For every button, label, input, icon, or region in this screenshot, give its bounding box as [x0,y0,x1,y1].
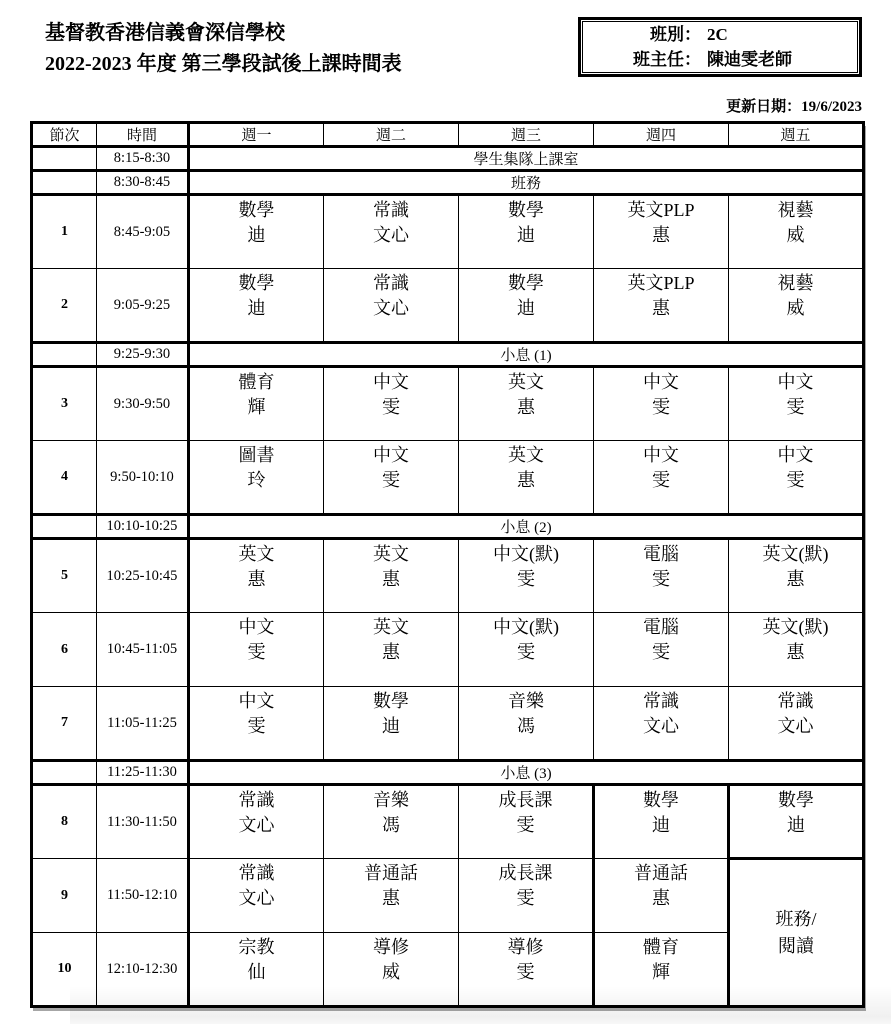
lesson-cell [324,785,459,859]
lesson-cell [459,269,594,343]
lesson-teacher: 迪 [247,298,266,318]
time-cell: 10:45-11:05 [97,613,189,687]
lesson-subject: 英文 [238,544,275,564]
lesson-subject: 英文PLP [627,200,695,220]
lesson-teacher: 輝 [247,397,266,417]
lesson-cell [459,539,594,613]
time-cell: 11:25-11:30 [97,761,189,785]
lesson-subject: 圖書 [238,445,275,465]
time-cell: 8:30-8:45 [97,171,189,195]
lesson-subject: 電腦 [643,544,679,564]
period-cell [32,761,97,785]
column-header: 節次 [32,123,97,147]
table-row [32,859,864,933]
lesson-teacher: 雯 [517,642,535,662]
column-header: 週二 [324,123,459,147]
lesson-subject: 數學 [373,691,409,711]
lesson-subject: 普通話 [364,863,418,883]
lesson-subject: 中文 [643,372,679,392]
lesson-teacher: 雯 [247,716,266,736]
lesson-cell [594,367,729,441]
lesson-subject: 導修 [507,937,544,957]
time-cell: 9:05-9:25 [97,269,189,343]
lesson-subject: 電腦 [643,617,679,637]
lesson-cell [729,613,864,687]
lesson-teacher: 文心 [238,815,275,835]
lesson-cell [594,859,729,933]
lesson-teacher: 文心 [373,225,409,245]
lesson-teacher: 惠 [517,397,535,417]
lesson-cell [459,859,594,933]
lesson-subject: 中文 [238,691,275,711]
lesson-teacher: 迪 [787,815,805,835]
lesson-teacher: 惠 [786,642,805,662]
lesson-teacher: 輝 [652,962,670,982]
period-cell: 7 [32,687,97,761]
table-row [32,613,864,687]
lesson-cell [189,195,324,269]
lesson-subject: 音樂 [373,790,409,810]
break-cell: 小息 (3) [189,761,864,785]
period-cell [32,171,97,195]
lesson-cell [189,933,324,1007]
lesson-cell [729,367,864,441]
lesson-subject: 數學 [643,790,679,810]
table-row [32,195,864,269]
lesson-cell [594,687,729,761]
break-cell: 小息 (2) [189,515,864,539]
lesson-subject: 體育 [643,937,679,957]
lesson-subject: 英文(默) [762,544,829,564]
lesson-subject: 數學 [508,200,544,220]
lesson-teacher: 惠 [786,569,805,589]
lesson-teacher: 雯 [517,569,535,589]
lesson-cell [324,613,459,687]
class-info-box [578,17,862,77]
lesson-subject: 英文 [508,372,544,392]
lesson-cell [594,933,729,1007]
lesson-subject: 導修 [373,937,409,957]
lesson-subject: 中文(默) [493,544,559,564]
lesson-cell [729,539,864,613]
page-title: 2022-2023 年度 第三學段試後上課時間表 [45,53,402,75]
lesson-teacher: 惠 [517,470,535,490]
time-cell: 9:50-10:10 [97,441,189,515]
lesson-subject: 音樂 [508,691,544,711]
column-header: 時間 [97,123,189,147]
period-cell [32,515,97,539]
lesson-subject: 成長課 [498,790,553,810]
lesson-cell [189,687,324,761]
lesson-subject: 成長課 [498,863,553,883]
period-cell: 2 [32,269,97,343]
table-row [32,761,864,785]
lesson-cell [459,613,594,687]
column-header: 週四 [594,123,729,147]
time-cell: 11:30-11:50 [97,785,189,859]
lesson-teacher: 惠 [382,642,400,662]
lesson-teacher: 雯 [786,397,805,417]
lesson-teacher: 文心 [777,716,814,736]
lesson-subject: 數學 [238,200,275,220]
updated-date: 更新日期：19/6/2023 [726,99,862,115]
lesson-subject: 常識 [373,200,409,220]
lesson-subject: 常識 [643,691,679,711]
lesson-cell [189,859,324,933]
lesson-cell [729,441,864,515]
table-row [32,515,864,539]
activity-cell: 班務 [189,171,864,195]
lesson-teacher: 雯 [652,397,670,417]
lesson-teacher: 惠 [382,888,400,908]
class-label: 班別： [650,25,701,44]
lesson-teacher: 雯 [382,397,400,417]
lesson-cell [189,367,324,441]
lesson-cell [594,195,729,269]
activity-cell: 學生集隊上課室 [189,147,864,171]
lesson-teacher: 迪 [517,225,535,245]
lesson-cell [189,613,324,687]
lesson-cell [324,539,459,613]
school-name: 基督教香港信義會深信學校 [45,22,285,44]
lesson-teacher: 文心 [643,716,679,736]
lesson-subject: 數學 [778,790,814,810]
time-cell: 12:10-12:30 [97,933,189,1007]
lesson-cell [594,441,729,515]
lesson-cell [324,367,459,441]
lesson-subject: 視藝 [777,200,814,220]
teacher-line [583,47,857,72]
table-row [32,785,864,859]
lesson-teacher: 惠 [382,569,400,589]
lesson-cell [324,859,459,933]
period-cell: 8 [32,785,97,859]
lesson-subject: 英文 [373,617,409,637]
class-teacher-value: 陳迪雯老師 [707,50,792,69]
period-cell: 4 [32,441,97,515]
lesson-cell [594,269,729,343]
table-row [32,147,864,171]
lesson-subject: 中文 [777,372,814,392]
column-header: 週一 [189,123,324,147]
lesson-subject: 英文(默) [762,617,829,637]
lesson-teacher: 迪 [382,716,400,736]
lesson-teacher: 威 [786,298,805,318]
time-cell: 10:10-10:25 [97,515,189,539]
lesson-teacher: 雯 [652,470,670,490]
time-cell: 8:45-9:05 [97,195,189,269]
timetable-header-row [32,123,864,147]
lesson-teacher: 雯 [652,569,670,589]
lesson-teacher: 威 [382,962,400,982]
timetable [30,121,865,1008]
lesson-cell [324,441,459,515]
lesson-cell [729,269,864,343]
lesson-subject: 中文 [238,617,275,637]
lesson-cell [324,269,459,343]
column-header: 週五 [729,123,864,147]
lesson-teacher: 雯 [247,642,266,662]
table-row [32,441,864,515]
table-row [32,171,864,195]
lesson-teacher: 雯 [786,470,805,490]
lesson-cell [189,269,324,343]
document-header [45,18,402,80]
lesson-cell [189,539,324,613]
class-teacher-label: 班主任： [633,50,701,69]
lesson-subject: 宗教 [238,937,275,957]
lesson-subject: 中文 [373,445,409,465]
lesson-cell [324,687,459,761]
lesson-teacher: 仙 [247,962,266,982]
lesson-teacher: 惠 [247,569,266,589]
break-cell: 小息 (1) [189,343,864,367]
table-row [32,367,864,441]
period-cell: 1 [32,195,97,269]
lesson-cell [459,441,594,515]
timetable-body [32,147,864,1007]
lesson-cell [459,785,594,859]
period-cell: 5 [32,539,97,613]
lesson-teacher: 雯 [652,642,670,662]
class-info-inner [582,21,858,73]
lesson-subject: 視藝 [777,273,814,293]
time-cell: 11:05-11:25 [97,687,189,761]
lesson-teacher: 雯 [516,888,535,908]
lesson-subject: 常識 [777,691,814,711]
lesson-teacher: 馮 [517,716,535,736]
lesson-cell [729,785,864,859]
lesson-subject: 數學 [508,273,544,293]
table-row [32,687,864,761]
lesson-subject: 常識 [238,790,275,810]
lesson-subject: 數學 [238,273,275,293]
class-line [583,22,857,47]
lesson-teacher: 玲 [247,470,266,490]
lesson-cell [459,367,594,441]
lesson-subject: 體育 [238,372,275,392]
lesson-cell [594,785,729,859]
lesson-subject: 英文 [508,445,544,465]
lesson-subject: 常識 [238,863,275,883]
lesson-teacher: 文心 [238,888,275,908]
time-cell: 11:50-12:10 [97,859,189,933]
lesson-subject: 普通話 [634,863,688,883]
time-cell: 8:15-8:30 [97,147,189,171]
lesson-teacher: 雯 [382,470,400,490]
lesson-cell [729,687,864,761]
lesson-subject: 英文 [373,544,409,564]
lesson-cell [324,195,459,269]
lesson-teacher: 迪 [247,225,266,245]
lesson-cell [459,933,594,1007]
lesson-cell [189,785,324,859]
period-cell [32,343,97,367]
lesson-cell [324,933,459,1007]
lesson-teacher: 文心 [373,298,409,318]
merged-activity-cell: 班務/ 閱讀 [729,859,864,1007]
lesson-subject: 中文 [643,445,679,465]
lesson-cell [729,195,864,269]
table-row [32,539,864,613]
lesson-cell [459,195,594,269]
lesson-teacher: 惠 [652,888,670,908]
period-cell: 3 [32,367,97,441]
period-cell: 9 [32,859,97,933]
lesson-teacher: 雯 [516,962,535,982]
lesson-teacher: 迪 [517,298,535,318]
lesson-cell [459,687,594,761]
lesson-cell [594,539,729,613]
column-header: 週三 [459,123,594,147]
lesson-subject: 中文(默) [493,617,559,637]
lesson-teacher: 雯 [516,815,535,835]
lesson-subject: 中文 [373,372,409,392]
period-cell: 10 [32,933,97,1007]
lesson-teacher: 馮 [382,815,400,835]
lesson-cell [594,613,729,687]
time-cell: 10:25-10:45 [97,539,189,613]
period-cell [32,147,97,171]
lesson-teacher: 惠 [652,225,670,245]
time-cell: 9:25-9:30 [97,343,189,367]
lesson-teacher: 迪 [652,815,670,835]
period-cell: 6 [32,613,97,687]
lesson-cell [189,441,324,515]
table-row [32,269,864,343]
lesson-subject: 中文 [777,445,814,465]
lesson-subject: 英文PLP [627,273,695,293]
lesson-teacher: 威 [786,225,805,245]
table-row [32,343,864,367]
time-cell: 9:30-9:50 [97,367,189,441]
class-value: 2C [707,25,728,44]
lesson-teacher: 惠 [652,298,670,318]
lesson-subject: 常識 [373,273,409,293]
